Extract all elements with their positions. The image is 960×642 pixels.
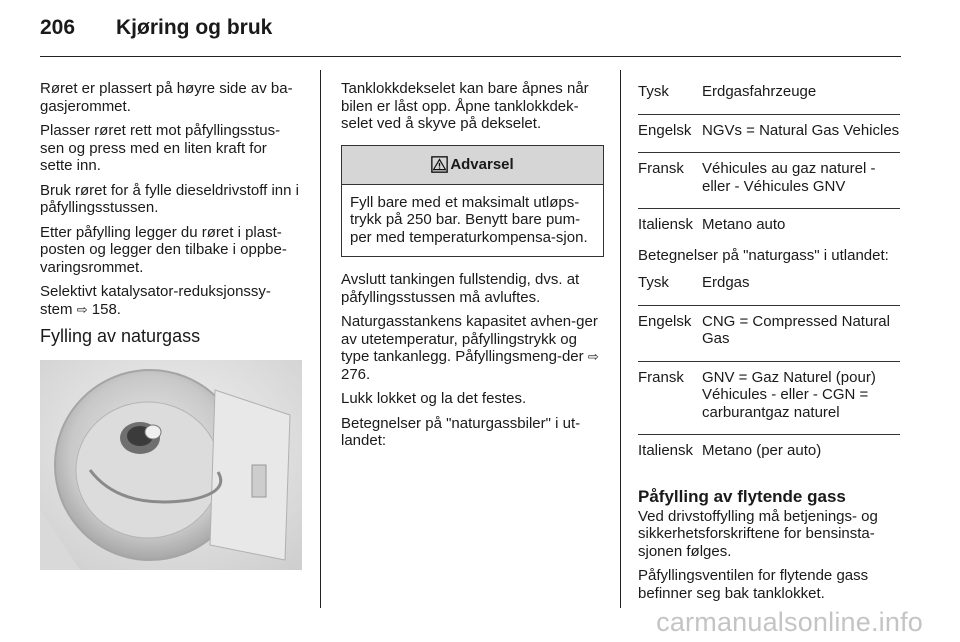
table-row xyxy=(638,80,900,114)
paragraph: Påfyllingsventilen for flytende gass befinner seg bak tanklokket. xyxy=(638,567,869,602)
column-right xyxy=(638,80,900,609)
column-middle xyxy=(341,80,604,457)
table-row xyxy=(638,271,900,305)
header-rule xyxy=(40,56,901,57)
gas-terms-table xyxy=(638,271,900,473)
paragraph-text: Selektivt katalysator-reduksjonssy-stem xyxy=(40,283,271,318)
paragraph-with-ref xyxy=(40,283,303,318)
table-row xyxy=(638,435,900,473)
page-number: 206 xyxy=(40,16,76,39)
table-row xyxy=(638,153,900,209)
page-ref-arrow-icon: ⇨ xyxy=(76,301,88,317)
column-divider-1 xyxy=(320,70,321,608)
table-row xyxy=(638,114,900,153)
page-ref-arrow-icon: ⇨ xyxy=(587,349,599,364)
paragraph: Røret er plassert på høyre side av ba-gasjerommet. xyxy=(40,80,293,115)
paragraph: Plasser røret rett mot påfyllingsstus-sen og press med en liten kraft for sette inn. xyxy=(40,122,281,174)
table-cell-value: Erdgas xyxy=(702,271,900,305)
table-cell-value: GNV = Gaz Naturel (pour) Véhicules - eller - CGN = carburantgaz naturel xyxy=(702,361,900,435)
page-ref[interactable]: 158. xyxy=(91,300,121,318)
table-cell-lang: Fransk xyxy=(638,153,702,209)
column-divider-2 xyxy=(620,70,621,608)
vehicle-terms-table xyxy=(638,80,900,247)
warning-title: Advarsel xyxy=(450,155,514,173)
chapter-title: Kjøring og bruk xyxy=(116,16,273,39)
table-cell-lang: Engelsk xyxy=(638,114,702,153)
table-row xyxy=(638,305,900,361)
warning-box xyxy=(341,145,604,258)
table-cell-lang: Italiensk xyxy=(638,216,694,233)
paragraph: Betegnelser på "naturgassbiler" i ut-landet: xyxy=(341,414,581,449)
table-cell-lang: Tysk xyxy=(638,271,702,305)
page-header xyxy=(40,16,272,40)
paragraph: Lukk lokket og la det festes. xyxy=(341,390,527,407)
paragraph: Tanklokkdekselet kan bare åpnes når bilen er låst opp. Åpne tanklokkdek-selet ved å skyve på dekselet. xyxy=(341,80,589,132)
column-left xyxy=(40,80,303,570)
paragraph: Bruk røret for å fylle dieseldrivstoff inn i påfyllingsstussen. xyxy=(40,181,299,216)
paragraph: Avslutt tankingen fullstendig, dvs. at påfyllingsstussen må avluftes. xyxy=(341,271,580,306)
section-heading: Påfylling av flytende gass xyxy=(638,486,846,506)
table-cell-value: Véhicules au gaz naturel - eller - Véhicules GNV xyxy=(702,153,900,209)
table-cell-lang: Engelsk xyxy=(638,305,702,361)
table-cell-lang: Tysk xyxy=(638,80,702,114)
watermark: carmanualsonline.info xyxy=(656,607,923,637)
table-cell-value: Metano auto xyxy=(702,216,786,233)
warning-text: Fyll bare med et maksimalt utløps-trykk på 250 bar. Benytt bare pum-per med temperaturkompensa-sjon. xyxy=(350,193,588,246)
fuel-filler-photo xyxy=(40,360,302,570)
warning-icon xyxy=(431,156,448,173)
paragraph-with-ref xyxy=(341,313,604,383)
page-ref[interactable]: 276. xyxy=(341,365,371,383)
paragraph: Ved drivstoffylling må betjenings- og sikkerhetsforskriftene for bensinsta-sjonen følges. xyxy=(638,507,878,560)
table-cell-value: Erdgasfahrzeuge xyxy=(702,80,900,114)
table-row xyxy=(638,361,900,435)
paragraph: Etter påfylling legger du røret i plast-posten og legger den tilbake i oppbe-varingsrommet. xyxy=(40,223,287,276)
table-cell-value: NGVs = Natural Gas Vehicles xyxy=(702,114,900,153)
table-cell-lang: Italiensk xyxy=(638,442,694,459)
paragraph-text: Naturgasstankens kapasitet avhen-ger av utetemperatur, påfyllingstrykk og type tankanlegg. Påfyllingsmeng-der xyxy=(341,313,598,365)
table-row xyxy=(638,209,900,247)
table-cell-value: CNG = Compressed Natural Gas xyxy=(702,305,900,361)
section-heading: Fylling av naturgass xyxy=(40,326,201,346)
table-cell-lang: Fransk xyxy=(638,361,702,435)
table-cell-value: Metano (per auto) xyxy=(702,442,822,459)
paragraph: Betegnelser på "naturgass" i utlandet: xyxy=(638,246,889,264)
warning-header xyxy=(342,146,603,185)
